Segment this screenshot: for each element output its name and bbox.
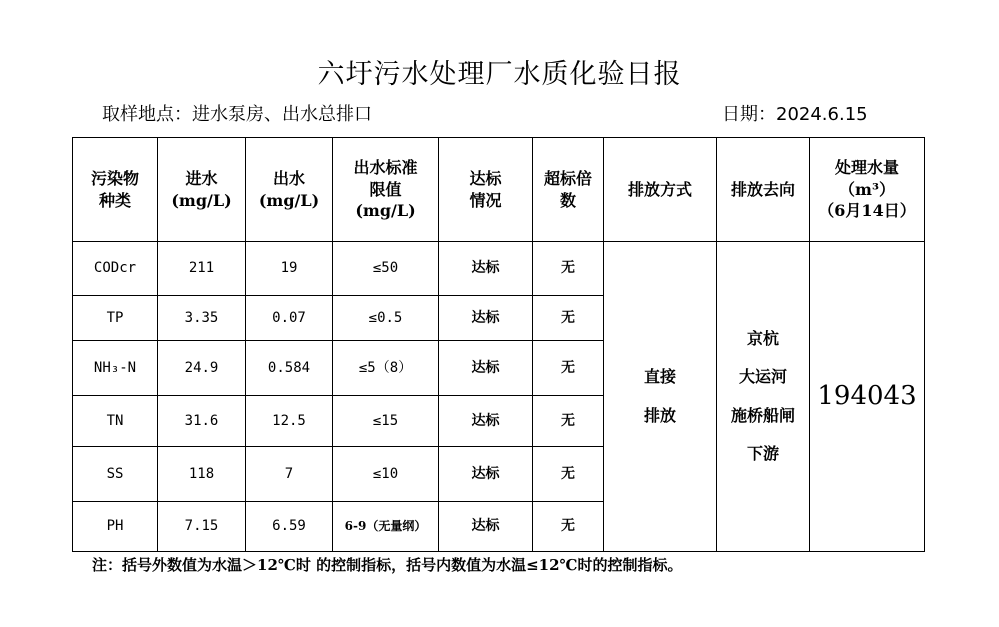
influent-cell: 7.15 [158,502,246,552]
report-title: 六圩污水处理厂水质化验日报 [317,59,682,90]
header-effluent: 出水 (mg/L) [246,138,333,242]
report-date: 日期：2024.6.15 [722,104,868,125]
effluent-cell: 7 [246,447,333,502]
exceed-cell: 无 [533,447,604,502]
treated-volume-cell: 194043 [810,242,925,552]
water-quality-table [72,137,925,552]
pollutant-cell: SS [73,447,158,502]
exceed-cell: 无 [533,296,604,341]
limit-cell: ≤50 [333,242,439,296]
exceed-cell: 无 [533,341,604,396]
footnote: 注：括号外数值为水温＞12℃时 的控制指标，括号内数值为水温≤12℃时的控制指标。 [92,556,683,574]
header-row [73,138,925,242]
exceed-cell: 无 [533,396,604,447]
influent-cell: 211 [158,242,246,296]
influent-cell: 31.6 [158,396,246,447]
header-discharge-destination: 排放去向 [717,138,810,242]
exceed-cell: 无 [533,502,604,552]
header-influent: 进水 (mg/L) [158,138,246,242]
header-exceed-multiple: 超标倍 数 [533,138,604,242]
table-row [73,242,925,296]
pollutant-cell: NH₃-N [73,341,158,396]
pollutant-cell: CODcr [73,242,158,296]
limit-cell: ≤15 [333,396,439,447]
header-limit: 出水标准 限值 (mg/L) [333,138,439,242]
status-cell: 达标 [439,396,533,447]
limit-cell: ≤5（8） [333,341,439,396]
effluent-cell: 6.59 [246,502,333,552]
header-pollutant: 污染物 种类 [73,138,158,242]
limit-cell: ≤10 [333,447,439,502]
limit-cell: 6-9（无量纲） [333,502,439,552]
influent-cell: 24.9 [158,341,246,396]
effluent-cell: 0.07 [246,296,333,341]
effluent-cell: 12.5 [246,396,333,447]
status-cell: 达标 [439,447,533,502]
sampling-location: 取样地点：进水泵房、出水总排口 [102,104,372,125]
status-cell: 达标 [439,341,533,396]
header-compliance: 达标 情况 [439,138,533,242]
effluent-cell: 19 [246,242,333,296]
status-cell: 达标 [439,296,533,341]
influent-cell: 118 [158,447,246,502]
header-discharge-method: 排放方式 [604,138,717,242]
pollutant-cell: PH [73,502,158,552]
effluent-cell: 0.584 [246,341,333,396]
influent-cell: 3.35 [158,296,246,341]
status-cell: 达标 [439,242,533,296]
limit-cell: ≤0.5 [333,296,439,341]
discharge-method-cell: 直接 排放 [604,242,717,552]
status-cell: 达标 [439,502,533,552]
pollutant-cell: TN [73,396,158,447]
header-treated-volume: 处理水量 （m³） （6月14日） [810,138,925,242]
pollutant-cell: TP [73,296,158,341]
discharge-destination-cell: 京杭 大运河 施桥船闸 下游 [717,242,810,552]
exceed-cell: 无 [533,242,604,296]
